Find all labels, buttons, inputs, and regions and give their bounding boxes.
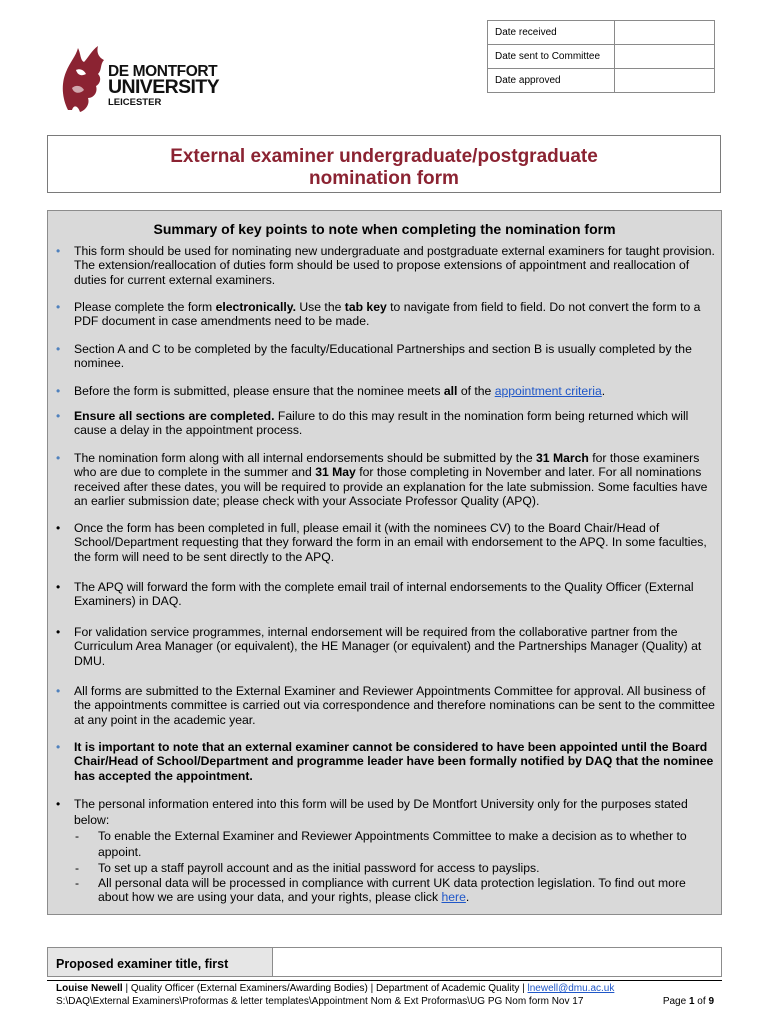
logo-line1: DE MONTFORT — [108, 63, 218, 80]
bullet-icon: • — [56, 342, 61, 356]
bullet-icon: • — [56, 300, 61, 314]
proposed-examiner-input[interactable] — [273, 948, 721, 976]
footer-email-link[interactable]: lnewell@dmu.ac.uk — [527, 983, 615, 994]
list-item: • Ensure all sections are completed. Failure to do this may result in the nomination form being returned which will cause a delay in the appointment process. — [56, 409, 689, 438]
bullet-icon: • — [56, 684, 61, 698]
university-logo — [58, 40, 248, 115]
list-item: • Please complete the form electronically. Use the tab key to navigate from field to field. Do not convert the form to a PDF document in case amendments need to be made. — [56, 300, 701, 329]
list-item: • Once the form has been completed in full, please email it (with the nominees CV) to the Board Chair/Head of School/Department requesting that they forward the form in an email with endorsement to the APQ. In some faculties, the form will need to be sent directly to the APQ. — [56, 521, 707, 564]
date-sent-field[interactable] — [615, 45, 715, 69]
logo-wordmark — [108, 64, 219, 110]
date-table — [487, 20, 715, 93]
date-approved-field[interactable] — [615, 69, 715, 93]
bullet-icon: • — [56, 521, 61, 535]
date-sent-label: Date sent to Committee — [488, 45, 615, 69]
bullet-icon: • — [56, 740, 61, 754]
bullet-icon: • — [56, 384, 61, 398]
summary-heading: Summary of key points to note when completing the nomination form — [153, 221, 616, 237]
title-box — [47, 135, 721, 193]
footer-divider — [47, 980, 722, 981]
list-item: • Section A and C to be completed by the faculty/Educational Partnerships and section B is usually completed by the nominee. — [56, 342, 692, 371]
sub-list-item: - All personal data will be processed in compliance with current UK data protection legislation. To find out more about how we are using your data, and your rights, please click here. — [75, 876, 686, 905]
list-item: • All forms are submitted to the External Examiner and Reviewer Appointments Committee for approval. All business of the appointments committee is carried out via correspondence and therefore nominations can be sent to the committee at any point in the academic year. — [56, 684, 715, 727]
appointment-criteria-link[interactable]: appointment criteria — [494, 384, 602, 398]
bullet-icon: • — [56, 244, 61, 258]
date-received-row — [488, 21, 715, 45]
date-sent-row — [488, 45, 715, 69]
list-item: • Before the form is submitted, please ensure that the nominee meets all of the appointment criteria. — [56, 384, 606, 398]
list-item: • The personal information entered into this form will be used by De Montfort University only for the purposes stated below: - To enable the External Examiner and Reviewer Appointments Committee to make a decision as to whether to appoint. - To set up a staff payroll account and as the initial password for access to payslips. - All personal data will be processed in compliance with current UK data protection legislation. To find out more about how we are using your data, and your rights, please click here. — [74, 796, 718, 905]
footer-name: Louise Newell — [56, 983, 123, 994]
date-received-label: Date received — [488, 21, 615, 45]
proposed-examiner-label: Proposed examiner title, first — [48, 948, 273, 976]
list-item: • It is important to note that an external examiner cannot be considered to have been appointed until the Board Chair/Head of School/Department and programme leader have been formally notified by DAQ that the nominee has accepted the appointment. — [56, 740, 714, 783]
list-item: • This form should be used for nominating new undergraduate and postgraduate external examiners for taught provision. The extension/reallocation of duties form should be used to propose extensions of appointment and reallocation of duties for current external examiners. — [56, 244, 715, 287]
sub-list-item: - To set up a staff payroll account and as the initial password for access to payslips. — [75, 861, 540, 875]
date-received-field[interactable] — [615, 21, 715, 45]
list-item: • For validation service programmes, internal endorsement will be required from the collaborative partner from the Curriculum Area Manager (or equivalent), the HE Manager (or equivalent) and the Partnerships Manager (Quality) at DMU. — [56, 625, 702, 668]
privacy-here-link[interactable]: here — [441, 890, 466, 905]
proposed-examiner-row — [47, 947, 722, 977]
date-approved-label: Date approved — [488, 69, 615, 93]
summary-box — [47, 210, 722, 915]
date-approved-row — [488, 69, 715, 93]
form-title-line2: nomination form — [309, 168, 459, 189]
sub-list-item: - To enable the External Examiner and Reviewer Appointments Committee to make a decision as to whether to appoint. — [75, 829, 687, 859]
bullet-icon: • — [56, 451, 61, 465]
list-item: • The nomination form along with all internal endorsements should be submitted by the 31 March for those examiners who are due to complete in the summer and 31 May for those completing in November and later. For all nominations received after these dates, you will be required to provide an explanation for the late submission. Some faculties have an earlier submission date; please check with your Associate Professor Quality (APQ). — [56, 451, 708, 509]
bullet-icon: • — [56, 797, 61, 811]
logo-line3: LEICESTER — [108, 97, 162, 108]
list-item: • The APQ will forward the form with the complete email trail of internal endorsements to the Quality Officer (External Examiners) in DAQ. — [56, 580, 694, 609]
logo-line2: UNIVERSITY — [108, 76, 220, 98]
footer-contact: Louise Newell | Quality Officer (External Examiners/Awarding Bodies) | Department of Academic Quality | lnewell@dmu.ac.uk — [56, 983, 615, 994]
bullet-icon: • — [56, 409, 61, 423]
bullet-icon: • — [56, 580, 61, 594]
form-title — [48, 146, 720, 190]
page-number: Page 1 of 9 — [662, 996, 714, 1007]
griffin-icon — [58, 40, 108, 115]
footer-path: S:\DAQ\External Examiners\Proformas & letter templates\Appointment Nom & Ext Proformas\UG PG Nom form Nov 17 — [56, 996, 584, 1007]
form-title-line1: External examiner undergraduate/postgraduate — [170, 146, 598, 167]
bullet-icon: • — [56, 625, 61, 639]
